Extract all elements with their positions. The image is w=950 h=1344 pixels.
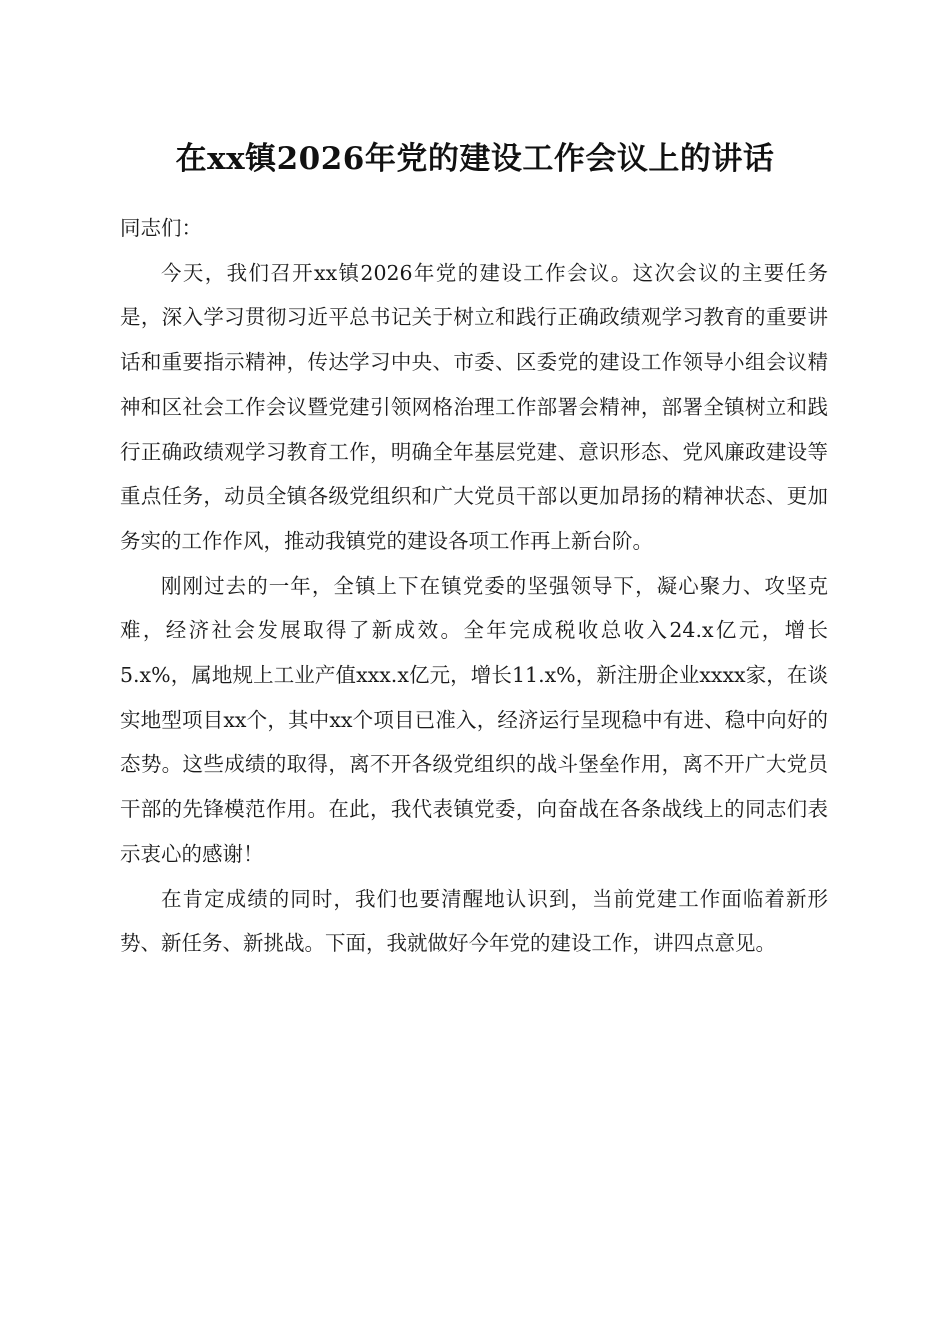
paragraph-achievements: 刚刚过去的一年，全镇上下在镇党委的坚强领导下，凝心聚力、攻坚克难，经济社会发展取得了新成效。全年完成税收总收入24.x亿元，增长5.x%，属地规上工业产值xxx.x亿元，增长11.x%，新注册企业xxxx家，在谈实地型项目xx个，其中xx个项目已准入，经济运行呈现稳中有进、稳中向好的态势。这些成绩的取得，离不开各级党组织的战斗堡垒作用，离不开广大党员干部的先锋模范作用。在此，我代表镇党委，向奋战在各条战线上的同志们表示衷心的感谢！ [120, 573, 828, 866]
document-body [120, 206, 828, 966]
document-title: 在xx镇2026年党的建设工作会议上的讲话 [175, 141, 775, 177]
paragraph-opening: 今天，我们召开xx镇2026年党的建设工作会议。这次会议的主要任务是，深入学习贯彻习近平总书记关于树立和践行正确政绩观学习教育的重要讲话和重要指示精神，传达学习中央、市委、区委党的建设工作领导小组会议精神和区社会工作会议暨党建引领网格治理工作部署会精神，部署全镇树立和践行正确政绩观学习教育工作，明确全年基层党建、意识形态、党风廉政建设等重点任务，动员全镇各级党组织和广大党员干部以更加昂扬的精神状态、更加务实的工作作风，推动我镇党的建设各项工作再上新台阶。 [120, 260, 828, 553]
paragraph-challenges: 在肯定成绩的同时，我们也要清醒地认识到，当前党建工作面临着新形势、新任务、新挑战。下面，我就做好今年党的建设工作，讲四点意见。 [120, 886, 828, 956]
salutation: 同志们： [120, 216, 202, 240]
